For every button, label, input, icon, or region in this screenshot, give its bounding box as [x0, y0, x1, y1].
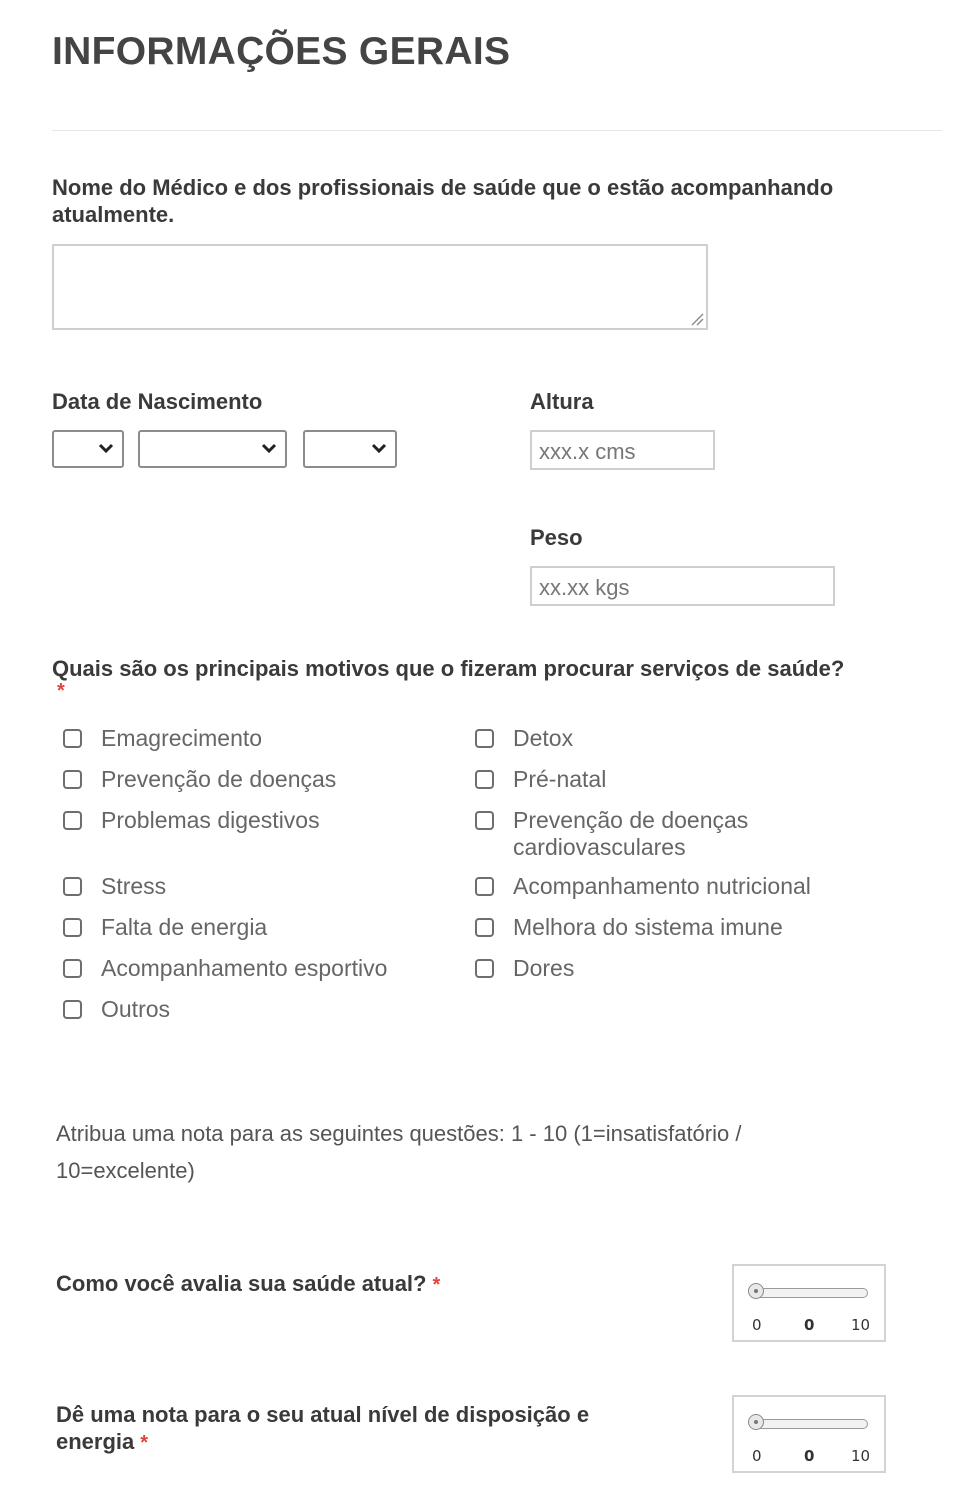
checkbox-label[interactable]: Pré-natal: [513, 766, 607, 792]
checkbox-sistema-imune[interactable]: [475, 918, 494, 937]
resize-handle-icon[interactable]: [690, 312, 704, 326]
checkbox-acompanhamento-nutricional[interactable]: [475, 877, 494, 896]
checkbox-outros[interactable]: [63, 1000, 82, 1019]
chevron-down-icon: [259, 438, 279, 458]
checkbox-label[interactable]: Emagrecimento: [101, 725, 263, 751]
checkbox-label[interactable]: Stress: [101, 873, 167, 899]
birth-month-select[interactable]: [138, 430, 287, 468]
rating-question-text: Dê uma nota para o seu atual nível de disposição e energia: [56, 1402, 590, 1454]
height-label: Altura: [530, 389, 594, 414]
slider-track[interactable]: [756, 1288, 868, 1298]
checkbox-detox[interactable]: [475, 729, 494, 748]
slider-thumb[interactable]: [748, 1283, 764, 1299]
doctor-label: Nome do Médico e dos profissionais de saúde que o estão acompanhando atualmente.: [52, 175, 834, 227]
divider: [52, 130, 942, 131]
required-asterisk: *: [57, 680, 65, 702]
rating-question: [56, 1270, 676, 1299]
checkbox-label[interactable]: Falta de energia: [101, 914, 268, 940]
checkbox-emagrecimento[interactable]: [63, 729, 82, 748]
height-input[interactable]: xxx.x cms: [530, 430, 715, 470]
checkbox-label[interactable]: Acompanhamento esportivo: [101, 955, 388, 981]
birth-date-label: Data de Nascimento: [52, 389, 263, 414]
slider-max: 10: [851, 1316, 871, 1334]
checkbox-dores[interactable]: [475, 959, 494, 978]
checkbox-label[interactable]: Acompanhamento nutricional: [513, 873, 811, 899]
rating-slider-health[interactable]: [732, 1264, 886, 1342]
birth-year-select[interactable]: [303, 430, 397, 468]
doctor-textarea[interactable]: [52, 244, 708, 330]
checkbox-label[interactable]: Prevenção de doenças cardiovasculares: [513, 807, 749, 860]
required-asterisk: *: [140, 1432, 149, 1454]
birth-day-select[interactable]: [52, 430, 124, 468]
checkbox-label[interactable]: Prevenção de doenças: [101, 766, 337, 792]
rating-instructions: Atribua uma nota para as seguintes questões: 1 - 10 (1=insatisfatório / 10=excelente): [56, 1121, 742, 1183]
checkbox-stress[interactable]: [63, 877, 82, 896]
weight-label: Peso: [530, 525, 583, 550]
checkbox-prevencao-cardiovasculares[interactable]: [475, 811, 494, 830]
slider-min: 0: [752, 1447, 762, 1465]
rating-question-text: Como você avalia sua saúde atual?: [56, 1271, 427, 1296]
chevron-down-icon: [369, 438, 389, 458]
checkbox-prevencao-doencas[interactable]: [63, 770, 82, 789]
checkbox-label[interactable]: Detox: [513, 725, 574, 751]
rating-question: [56, 1401, 676, 1457]
checkbox-label[interactable]: Dores: [513, 955, 575, 981]
rating-slider-energy[interactable]: [732, 1395, 886, 1473]
slider-value: 0: [804, 1316, 815, 1334]
checkbox-label[interactable]: Outros: [101, 996, 171, 1022]
weight-input[interactable]: xx.xx kgs: [530, 566, 835, 606]
checkbox-label[interactable]: Problemas digestivos: [101, 807, 320, 833]
checkbox-label[interactable]: Melhora do sistema imune: [513, 914, 783, 940]
reasons-label: Quais são os principais motivos que o fizeram procurar serviços de saúde?: [52, 656, 845, 681]
slider-max: 10: [851, 1447, 871, 1465]
chevron-down-icon: [96, 438, 116, 458]
checkbox-falta-energia[interactable]: [63, 918, 82, 937]
checkbox-acompanhamento-esportivo[interactable]: [63, 959, 82, 978]
checkbox-pre-natal[interactable]: [475, 770, 494, 789]
slider-track[interactable]: [756, 1419, 868, 1429]
slider-thumb[interactable]: [748, 1414, 764, 1430]
slider-min: 0: [752, 1316, 762, 1334]
checkbox-problemas-digestivos[interactable]: [63, 811, 82, 830]
slider-value: 0: [804, 1447, 815, 1465]
page-title: INFORMAÇÕES GERAIS: [52, 30, 511, 73]
required-asterisk: *: [432, 1274, 441, 1296]
